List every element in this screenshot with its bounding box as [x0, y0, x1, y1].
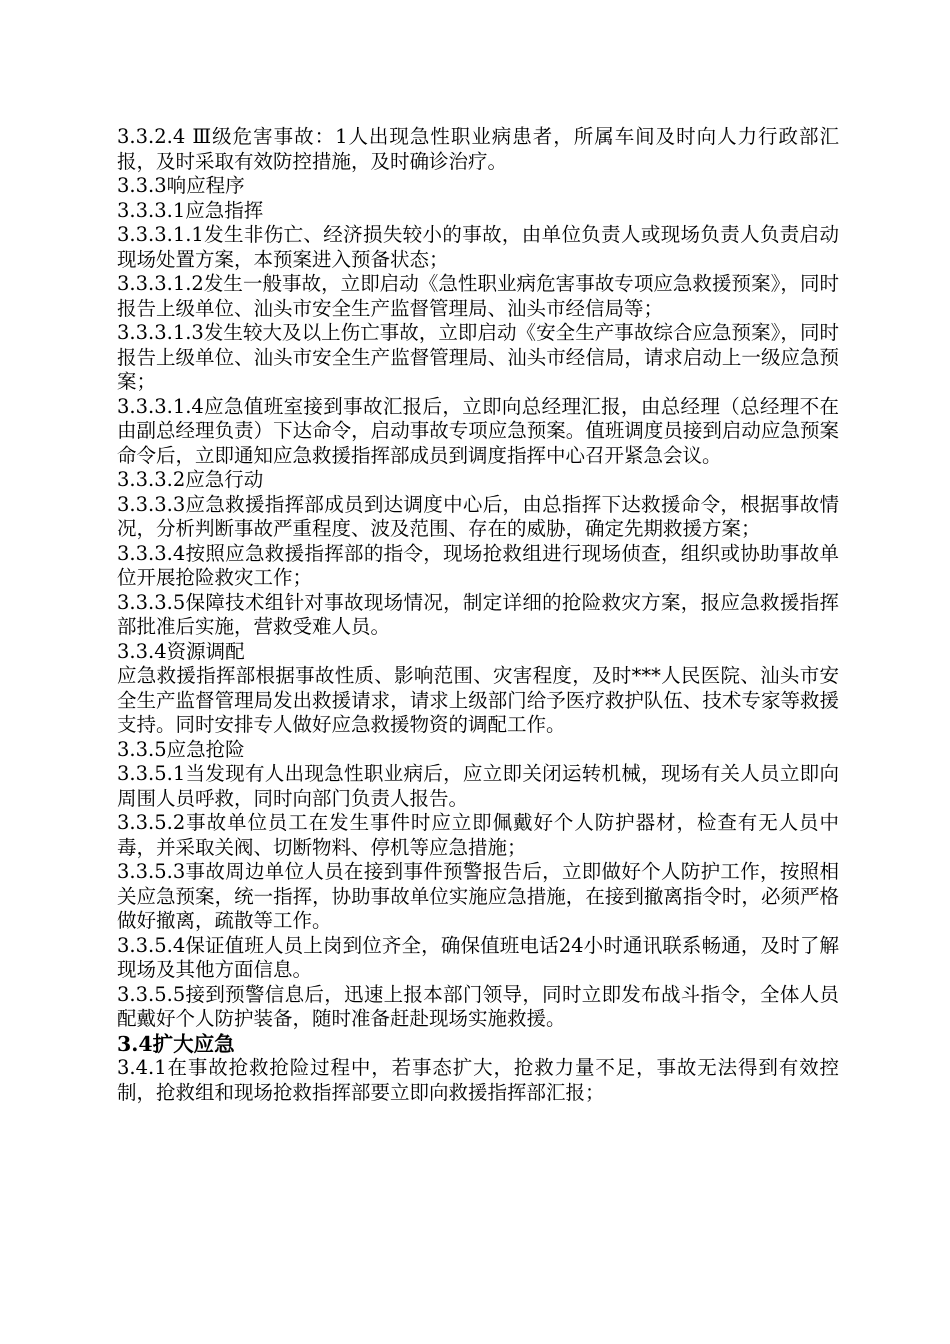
paragraph-3-3-3-1-2: 3.3.3.1.2发生一般事故，立即启动《急性职业病危害事故专项应急救援预案》，同时报告上级单位、汕头市安全生产监督管理局、汕头市经信局等；	[117, 272, 839, 320]
paragraph-3-3-5-5: 3.3.5.5接到预警信息后，迅速上报本部门领导，同时立即发布战斗指令，全体人员配戴好个人防护装备，随时准备赶赴现场实施救援。	[117, 982, 839, 1030]
heading-3-3-5: 3.3.5应急抢险	[117, 737, 245, 761]
paragraph-3-3-3-1-3: 3.3.3.1.3发生较大及以上伤亡事故，立即启动《安全生产事故综合应急预案》，同时报告上级单位、汕头市安全生产监督管理局、汕头市经信局，请求启动上一级应急预案；	[117, 321, 839, 393]
heading-3-3-3-2: 3.3.3.2应急行动	[117, 468, 264, 491]
paragraph-3-3-5-3: 3.3.5.3事故周边单位人员在接到事件预警报告后，立即做好个人防护工作，按照相关应急预案，统一指挥，协助事故单位实施应急措施，在接到撤离指令时，必须严格做好撤离，疏散等工作。	[117, 860, 839, 932]
paragraph-3-4-1: 3.4.1在事故抢救抢险过程中，若事态扩大，抢救力量不足，事故无法得到有效控制，抢救组和现场抢救指挥部要立即向救援指挥部汇报；	[117, 1056, 839, 1104]
paragraph-3-3-3-4: 3.3.3.4按照应急救援指挥部的指令，现场抢救组进行现场侦查，组织或协助事故单位开展抢险救灾工作；	[117, 541, 839, 589]
paragraph-3-3-5-2: 3.3.5.2事故单位员工在发生事件时应立即佩戴好个人防护器材，检查有无人员中毒，并采取关阀、切断物料、停机等应急措施；	[117, 811, 839, 859]
paragraph-3-3-2-4: 3.3.2.4 Ⅲ级危害事故：1人出现急性职业病患者，所属车间及时向人力行政部汇报，及时采取有效防控措施，及时确诊治疗。	[117, 125, 839, 173]
heading-3-3-3: 3.3.3响应程序	[117, 174, 245, 197]
heading-3-4: 3.4扩大应急	[117, 1031, 235, 1056]
paragraph-3-3-3-1-1: 3.3.3.1.1发生非伤亡、经济损失较小的事故，由单位负责人或现场负责人负责启动现场处置方案，本预案进入预备状态；	[117, 223, 839, 271]
paragraph-3-3-3-5: 3.3.3.5保障技术组针对事故现场情况，制定详细的抢险救灾方案，报应急救援指挥部批准后实施，营救受难人员。	[117, 590, 839, 638]
document-page	[117, 125, 839, 1105]
paragraph-3-3-5-1: 3.3.5.1当发现有人出现急性职业病后，应立即关闭运转机械，现场有关人员立即向周围人员呼救，同时向部门负责人报告。	[117, 762, 839, 810]
paragraph-3-3-5-4: 3.3.5.4保证值班人员上岗到位齐全，确保值班电话24小时通讯联系畅通，及时了解现场及其他方面信息。	[117, 933, 839, 981]
heading-3-3-4: 3.3.4资源调配	[117, 639, 245, 663]
paragraph-3-3-3-1-4: 3.3.3.1.4应急值班室接到事故汇报后，立即向总经理汇报，由总经理（总经理不在由副总经理负责）下达命令，启动事故专项应急预案。值班调度员接到启动应急预案命令后，立即通知应急救援指挥部成员到调度指挥中心召开紧急会议。	[117, 394, 839, 467]
paragraph-3-3-3-3: 3.3.3.3应急救援指挥部成员到达调度中心后，由总指挥下达救援命令，根据事故情况，分析判断事故严重程度、波及范围、存在的威胁，确定先期救援方案；	[117, 492, 839, 540]
paragraph-resource-allocation: 应急救援指挥部根据事故性质、影响范围、灾害程度，及时***人民医院、汕头市安全生产监督管理局发出救援请求，请求上级部门给予医疗救护队伍、技术专家等救援支持。同时安排专人做好应急救援物资的调配工作。	[117, 664, 839, 736]
heading-3-3-3-1: 3.3.3.1应急指挥	[117, 198, 264, 222]
